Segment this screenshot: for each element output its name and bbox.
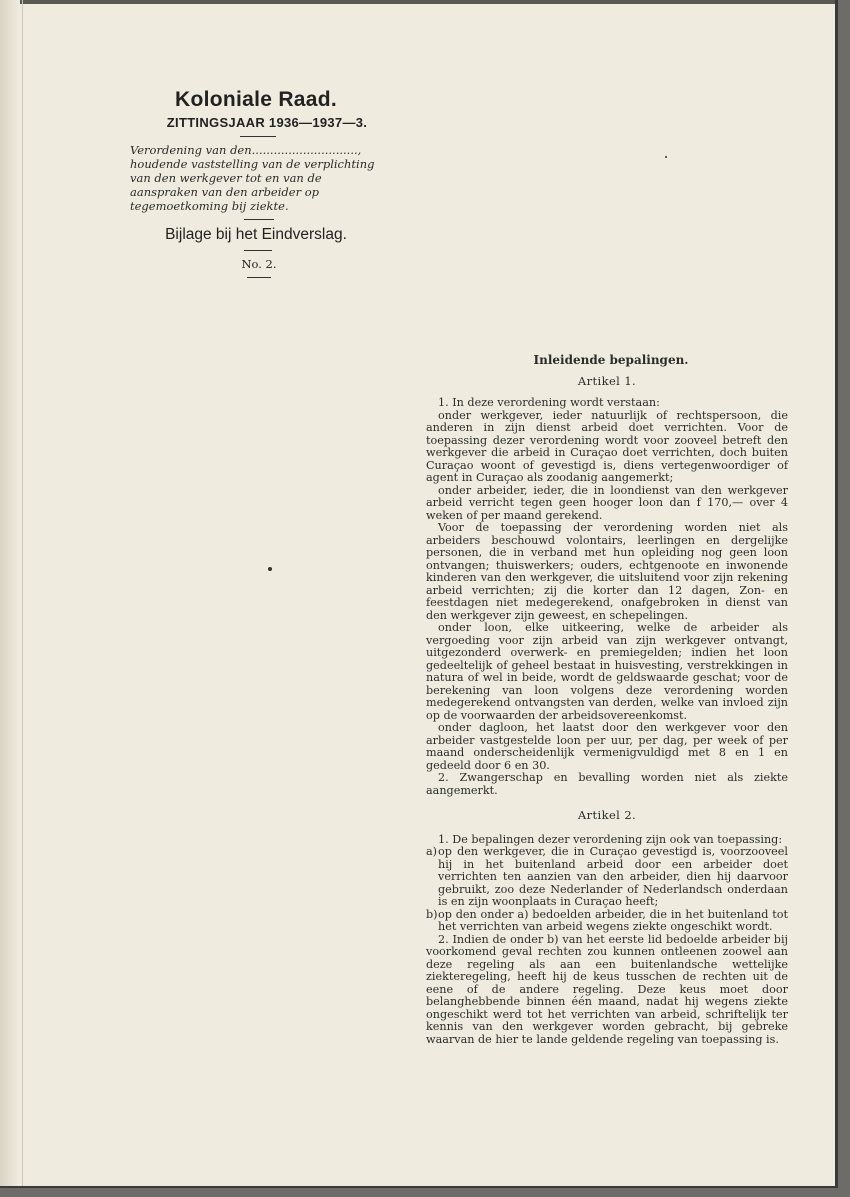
list-item-text: op den onder a) bedoelden arbeider, die in het buitenland tot het verrichten van arbeid wegens ziekte ongeschikt wordt.	[438, 907, 788, 933]
article-1-title: Artikel 1.	[577, 373, 637, 388]
scan-top-edge	[0, 0, 835, 4]
list-item-text: op den werkgever, die in Curaçao gevestigd is, voorzooveel hij in het buitenland arbeid door een arbeider doet verrichten ten aanzien van den arbeider, dien hij daarvoor gebruikt, zoo deze Nederlander of Nederlandsch onderdaan is en zijn woonplaats in Curaçao heeft;	[438, 845, 788, 908]
council-title: Koloniale Raad.	[174, 88, 338, 111]
binding-fold-line	[22, 0, 23, 1186]
article-2-intro: 1. De bepalingen dezer verordening zijn ook van toepassing:	[438, 832, 783, 846]
appendix-title: Bijlage bij het Eindverslag.	[165, 226, 347, 243]
scan-speck	[665, 156, 667, 158]
article-1-paragraph: 2. Zwangerschap en bevalling worden niet als ziekte aangemerkt.	[426, 771, 788, 797]
article-1-paragraph: 1. In deze verordening wordt verstaan:	[438, 396, 660, 409]
ordinance-text	[426, 354, 788, 1046]
divider-rule	[244, 250, 272, 251]
article-2-paragraph: 2. Indien de onder b) van het eerste lid bedoelde arbeider bij voorkomend geval rechten zou kunnen ontleenen zoowel aan deze regeling als aan een buitenlandsche wettelijke ziekteregeling, heeft hij de keus tusschen de rechten uit de eene of de andere regeling. Deze keus moet door belanghebbende binnen één maand, nadat hij wegens ziekte ongeschikt werd tot het verrichten van arbeid, schriftelijk ter kennis van den werkgever worden gebracht, bij gebreke waarvan de hier te lande geldende regeling van toepassing is.	[426, 932, 788, 1046]
divider-rule	[247, 277, 271, 278]
article-1-paragraph: onder arbeider, ieder, die in loondienst van den werkgever arbeid verricht tegen geen hooger loon dan f 170,— over 4 weken of per maand gerekend.	[426, 483, 788, 522]
list-item	[426, 909, 788, 934]
binding-spine	[0, 0, 20, 1186]
divider-rule	[240, 136, 276, 137]
list-item	[426, 846, 788, 909]
article-1-paragraph: onder werkgever, ieder natuurlijk of rechtspersoon, die anderen in zijn dienst arbeid doet verrichten. Voor de toepassing dezer verordening wordt voor zooveel betreft den werkgever die arbeid in Curaçao doet verrichten, doch buiten Curaçao woont of gevestigd is, diens vertegenwoordiger of agent in Curaçao als zoodanig aangemerkt;	[426, 408, 788, 484]
list-item-label: a)	[426, 845, 438, 858]
divider-rule	[244, 219, 274, 220]
section-heading: Inleidende bepalingen.	[533, 353, 689, 367]
appendix-number: No. 2.	[241, 257, 277, 271]
session-year: ZITTINGSJAAR 1936—1937—3.	[166, 115, 368, 130]
document-header	[120, 88, 392, 284]
article-2-title: Artikel 2.	[577, 808, 637, 822]
scan-speck	[268, 567, 272, 571]
article-1-paragraph: onder loon, elke uitkeering, welke de arbeider als vergoeding voor zijn arbeid van zijn werkgever ontvangt, uitgezonderd overwerk- en premiegelden; indien het loon gedeeltelijk of geheel bestaat in huisvesting, verstrekkingen in natura of wel in beide, wordt de geldswaarde geschat; voor de berekening van loon volgens deze verordening worden medegerekend ontvangsten van derden, welke van invloed zijn op de voorwaarden der arbeidsovereenkomst.	[426, 621, 788, 722]
list-item-label: b)	[426, 907, 438, 921]
article-1-paragraph: Voor de toepassing der verordening worden niet als arbeiders beschouwd volontairs, leerlingen en dergelijke personen, die in verband met hun opleiding nog geen loon ontvangen; thuiswerkers; ouders, echtgenoote en inwonende kinderen van den werkgever, die uitsluitend voor zijn rekening arbeid verrichten; zij die korter dan 12 dagen, Zon- en feestdagen niet medegerekend, onafgebroken in dienst van den werkgever zijn geweest, en schepelingen.	[426, 521, 788, 622]
article-1-paragraph: onder dagloon, het laatst door den werkgever voor den arbeider vastgestelde loon per uur, per dag, per week of per maand onderscheidenlijk vermenigvuldigd met 8 en 1 en gedeeld door 6 en 30.	[426, 721, 788, 772]
ordinance-description: Verordening van den............................., houdende vaststelling van de verplichting van den werkgever tot en van de aanspraken van den arbeider op tegemoetkoming bij ziekte.	[130, 143, 375, 213]
